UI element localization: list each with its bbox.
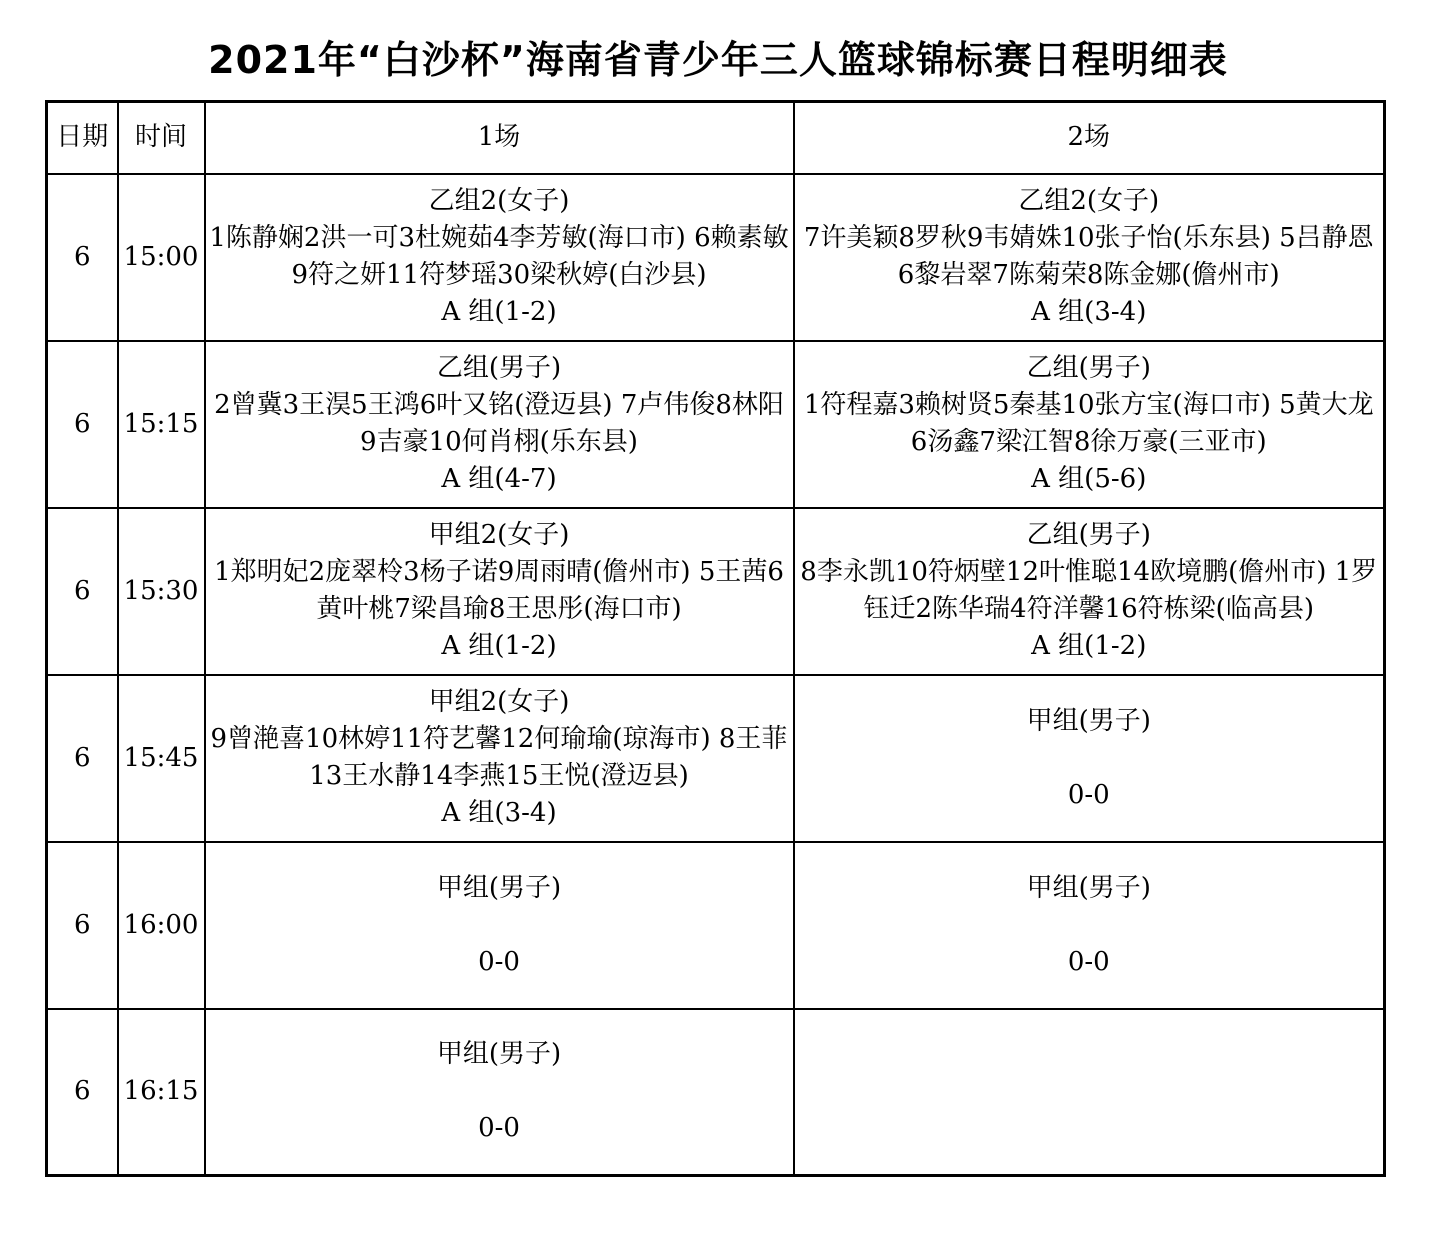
teams-text: 1符程嘉3赖树贤5秦基10张方宝(海口市) 5黄大龙6汤鑫7梁江智8徐万豪(三亚市) bbox=[803, 390, 1374, 457]
table-row bbox=[47, 842, 1385, 1009]
teams-text: 1郑明妃2庞翠柃3杨子诺9周雨晴(儋州市) 5王茜6黄叶桃7梁昌瑜8王思彤(海口市) bbox=[214, 557, 784, 624]
group-label: 甲组(男子) bbox=[436, 1039, 562, 1070]
teams-text: 9曾滟喜10林婷11符艺馨12何瑜瑜(琼海市) 8王菲13王水静14李燕15王悦(澄迈县) bbox=[210, 724, 788, 791]
match-label: A 组(1-2) bbox=[1031, 631, 1147, 661]
time-cell: 15:45 bbox=[118, 675, 205, 842]
header-row bbox=[47, 102, 1385, 174]
group-label: 甲组(男子) bbox=[1026, 705, 1151, 736]
field-2-cell bbox=[794, 174, 1385, 341]
spacer bbox=[797, 907, 1382, 944]
match-label: A 组(3-4) bbox=[1031, 297, 1147, 327]
match-label: A 组(5-6) bbox=[1031, 464, 1147, 494]
match-label: A 组(4-7) bbox=[441, 464, 557, 494]
teams-text: 2曾冀3王淏5王鸿6叶又铭(澄迈县) 7卢伟俊8林阳9吉豪10何肖栩(乐东县) bbox=[214, 390, 784, 457]
table-row bbox=[47, 341, 1385, 508]
teams-text: 8李永凯10符炳壁12叶惟聪14欧境鹏(儋州市) 1罗钰迁2陈华瑞4符洋馨16符栋梁(临高县) bbox=[800, 557, 1378, 624]
match-label: 0-0 bbox=[1067, 946, 1110, 977]
match-label: A 组(3-4) bbox=[441, 798, 557, 828]
date-cell: 6 bbox=[47, 675, 118, 842]
field-1-cell bbox=[205, 508, 794, 675]
header-field-2: 2场 bbox=[794, 102, 1385, 174]
field-1-cell bbox=[205, 341, 794, 508]
time-cell: 16:15 bbox=[118, 1009, 205, 1176]
match-label: A 组(1-2) bbox=[441, 631, 557, 661]
field-2-cell bbox=[794, 341, 1385, 508]
field-1-cell bbox=[205, 174, 794, 341]
group-label: 甲组(男子) bbox=[436, 872, 562, 903]
group-label: 甲组2(女子) bbox=[428, 520, 570, 550]
field-2-cell bbox=[794, 1009, 1385, 1176]
time-cell: 16:00 bbox=[118, 842, 205, 1009]
field-2-cell bbox=[794, 508, 1385, 675]
header-date: 日期 bbox=[47, 102, 118, 174]
date-cell: 6 bbox=[47, 842, 118, 1009]
table-row bbox=[47, 1009, 1385, 1176]
field-1-cell bbox=[205, 675, 794, 842]
group-label: 乙组(男子) bbox=[1026, 353, 1151, 383]
field-2-cell bbox=[794, 842, 1385, 1009]
field-1-cell bbox=[205, 842, 794, 1009]
match-label: A 组(1-2) bbox=[441, 297, 557, 327]
spacer bbox=[797, 740, 1382, 777]
teams-text: 7许美颖8罗秋9韦婧姝10张子怡(乐东县) 5吕静恩6黎岩翠7陈菊荣8陈金娜(儋州市) bbox=[803, 223, 1374, 290]
header-field-1: 1场 bbox=[205, 102, 794, 174]
spacer bbox=[208, 907, 791, 944]
date-cell: 6 bbox=[47, 174, 118, 341]
schedule-table bbox=[45, 100, 1386, 1177]
header-time: 时间 bbox=[118, 102, 205, 174]
match-label: 0-0 bbox=[478, 946, 520, 977]
table-row bbox=[47, 508, 1385, 675]
time-cell: 15:00 bbox=[118, 174, 205, 341]
field-2-cell bbox=[794, 675, 1385, 842]
time-cell: 15:15 bbox=[118, 341, 205, 508]
group-label: 乙组2(女子) bbox=[1018, 186, 1160, 216]
group-label: 乙组(男子) bbox=[436, 353, 562, 383]
group-label: 乙组(男子) bbox=[1026, 520, 1151, 550]
group-label: 乙组2(女子) bbox=[428, 186, 570, 216]
group-label: 甲组2(女子) bbox=[428, 687, 570, 717]
field-1-cell bbox=[205, 1009, 794, 1176]
group-label: 甲组(男子) bbox=[1026, 872, 1151, 903]
match-label: 0-0 bbox=[478, 1113, 520, 1144]
match-label: 0-0 bbox=[1067, 779, 1110, 810]
teams-text: 1陈静娴2洪一可3杜婉茹4李芳敏(海口市) 6赖素敏9符之妍11符梦瑶30梁秋婷(白沙县) bbox=[209, 223, 789, 290]
date-cell: 6 bbox=[47, 508, 118, 675]
date-cell: 6 bbox=[47, 1009, 118, 1176]
time-cell: 15:30 bbox=[118, 508, 205, 675]
table-row bbox=[47, 174, 1385, 341]
table-row bbox=[47, 675, 1385, 842]
date-cell: 6 bbox=[47, 341, 118, 508]
spacer bbox=[208, 1073, 791, 1110]
page-title: 2021年“白沙杯”海南省青少年三人篮球锦标赛日程明细表 bbox=[208, 38, 1228, 82]
